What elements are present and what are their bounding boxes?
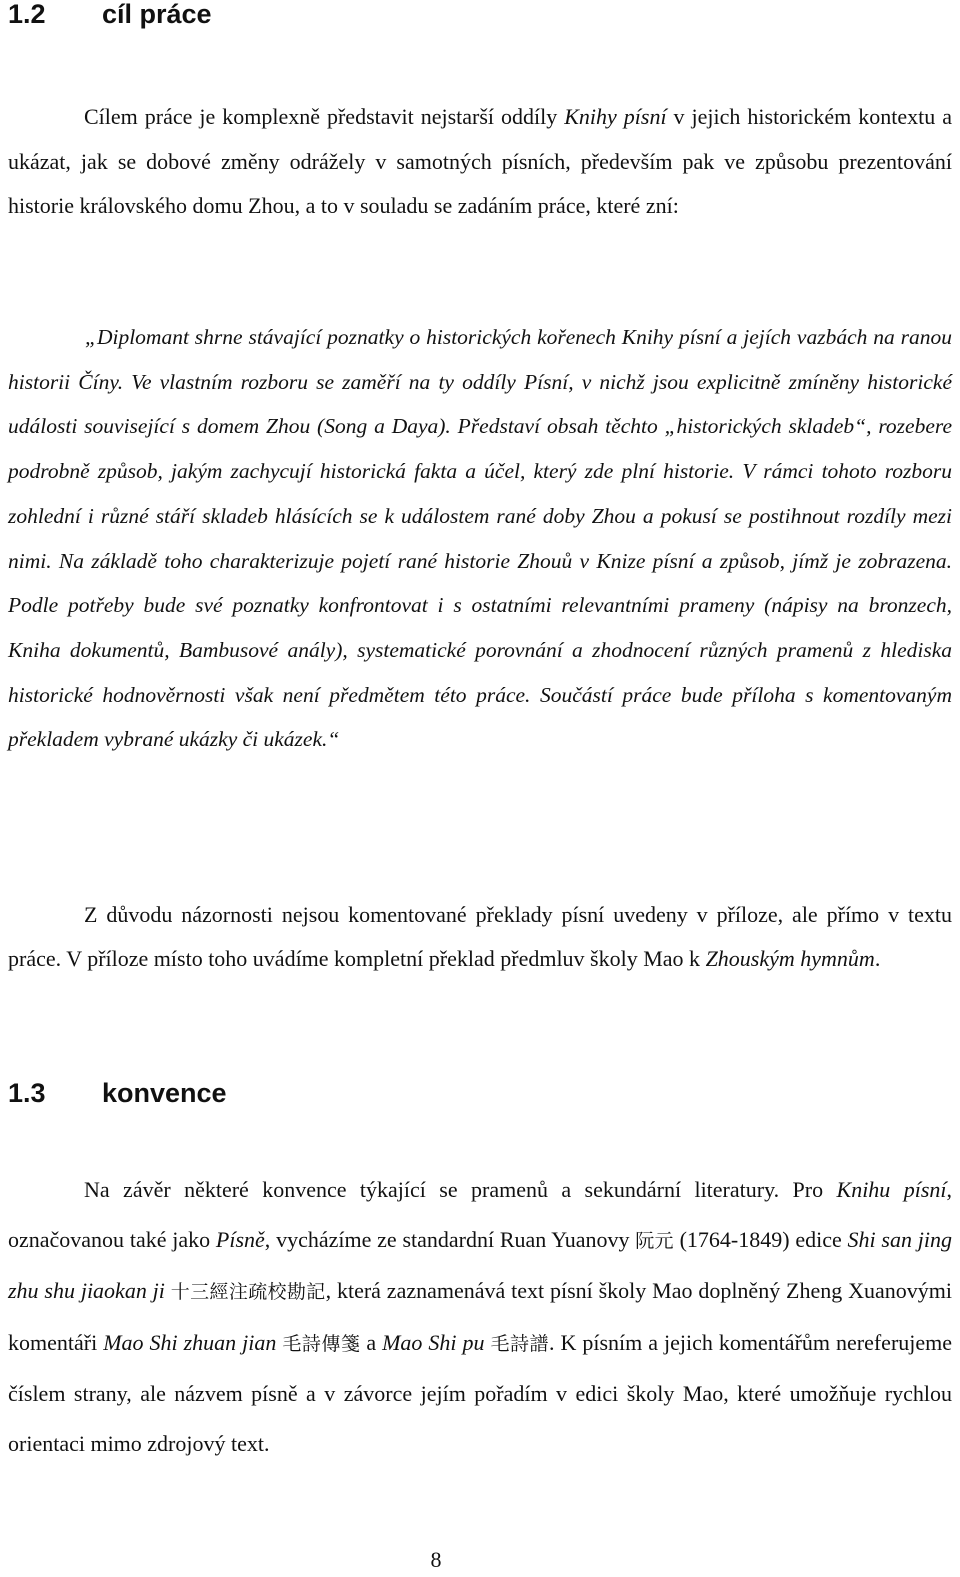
section-heading-1-2 [8, 0, 212, 30]
section-number: 1.2 [8, 0, 46, 29]
text-run: , která zaznamenává text písní školy Mao doplněný Zheng Xuanovými komentáři [8, 1278, 952, 1355]
section-number: 1.3 [8, 1078, 46, 1108]
paragraph-conventions [8, 1165, 952, 1469]
text-run: Cílem práce je komplexně představit nejstarší oddíly [84, 104, 565, 129]
paragraph-goal [8, 95, 952, 229]
assignment-quote [8, 315, 952, 762]
paragraph-translations-note [8, 893, 952, 981]
paragraph-indent [8, 325, 85, 349]
section-heading-1-3 [8, 1077, 227, 1109]
page-number: 8 [430, 1547, 442, 1572]
italic-title: Mao Shi zhuan jian [103, 1329, 277, 1355]
chinese-characters: 毛詩譜 [490, 1332, 549, 1355]
italic-book-title: Knihy písní [564, 104, 667, 129]
text-run: , označovanou také jako [8, 1177, 952, 1252]
text-run: . [874, 946, 881, 971]
text-run: Z důvodu názornosti nejsou komentované překlady písní uvedeny v příloze, ale přímo v textu práce. V příloze místo toho uvádíme kompletní překlad předmluv školy Mao k [8, 902, 952, 971]
paragraph-indent [8, 104, 84, 129]
text-run: v jejich historickém kontextu a ukázat, jak se dobové změny odrážely v samotných písních, především pak ve způsobu prezentování historie královského domu Zhou, a to v souladu se zadáním práce, které zní: [8, 104, 952, 218]
italic-title: Mao Shi pu [382, 1329, 485, 1355]
italic-title: Písně [215, 1226, 265, 1252]
text-run: (1764-1849) edice [673, 1226, 848, 1252]
italic-title: Zhouským hymnům [705, 946, 875, 971]
paragraph-indent [8, 902, 84, 927]
chinese-characters: 阮元 [635, 1229, 674, 1252]
section-title: cíl práce [102, 0, 212, 29]
text-run: Na závěr některé konvence týkající se pramenů a sekundární literatury. Pro [84, 1177, 837, 1202]
text-run: a [360, 1329, 383, 1355]
italic-title: Shi san jing zhu shu jiaokan ji [8, 1226, 952, 1304]
text-run: , vycházíme ze standardní Ruan Yuanovy [264, 1226, 636, 1252]
text-run: . K písním a jejich komentářům nereferujeme číslem strany, ale názvem písně a v závorce jejím pořadím v edici školy Mao, které umožňuje rychlou orientaci mimo zdrojový text. [8, 1329, 953, 1456]
italic-title: Knihu písní [836, 1177, 947, 1202]
chinese-characters: 毛詩傳箋 [282, 1332, 361, 1355]
chinese-characters: 十三經注疏校勘記 [170, 1281, 326, 1304]
quote-text: „Diplomant shrne stávající poznatky o historických kořenech Knihy písní a jejích vazbách na ranou historii Číny. Ve vlastním rozboru se zaměří na ty oddíly Písní, v nichž jsou explicitně zmíněny historické události související s domem Zhou (Song a Daya). Představí obsah těchto „historických skladeb“, rozebere podrobně způsob, jakým zachycují historická fakta a účel, který zde plní historie. V rámci tohoto rozboru zohlední i různé stáří skladeb hlásících se k událostem rané doby Zhou a pokusí se postihnout rozdíly mezi nimi. Na základě toho charakterizuje pojetí rané historie Zhouů v Knize písní a způsob, jímž je zobrazena. Podle potřeby bude své poznatky konfrontovat i s ostatními relevantními prameny (nápisy na bronzech, Kniha dokumentů, Bambusové anály), systematické porovnání a zhodnocení různých pramenů z hlediska historické hodnověrnosti však není předmětem této práce. Součástí práce bude příloha s komentovaným překladem vybrané ukázky či ukázek.“ [8, 325, 952, 752]
section-title: konvence [102, 1078, 227, 1108]
paragraph-indent [8, 1177, 84, 1202]
